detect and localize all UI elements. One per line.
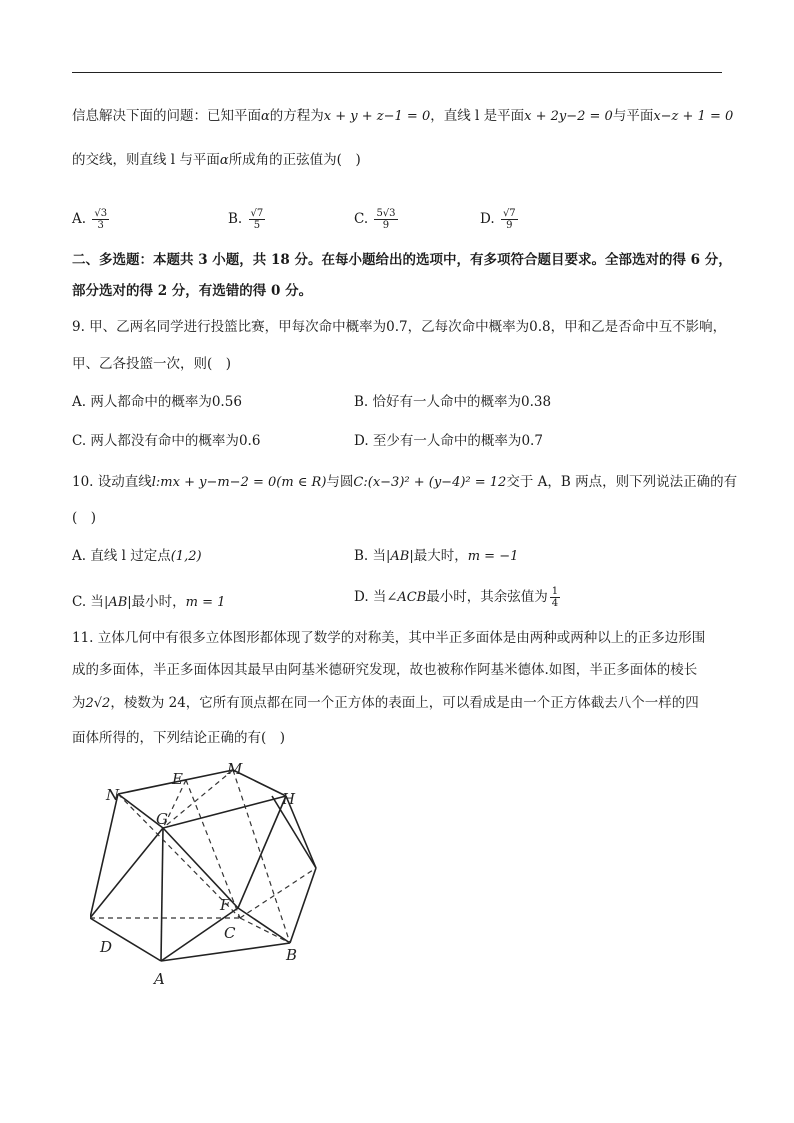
q8-text: 的方程为 <box>269 108 324 124</box>
q8-option-b <box>228 208 265 231</box>
plane2-equation: x + 2y−2 = 0 <box>524 109 613 124</box>
numerator: √7 <box>250 208 264 219</box>
label-E: E <box>172 770 183 788</box>
q8-option-d <box>480 208 518 231</box>
option-label: B. <box>228 211 243 227</box>
denominator: 9 <box>382 220 390 231</box>
prob-value: 0.8 <box>529 319 551 335</box>
q11-line-4: 面体所得的，下列结论正确的有( ) <box>72 730 286 746</box>
option-text: 最小时，其余弦值为 <box>426 589 548 605</box>
label-G: G <box>156 810 168 828</box>
circle-equation: C:(x−3)² + (y−4)² = 12 <box>353 475 507 490</box>
hidden-edge-C-B <box>240 918 290 943</box>
prob-value: 0.7 <box>386 319 408 335</box>
label-A: A <box>154 970 165 988</box>
q10-text: 与圆 <box>326 474 354 490</box>
option-value: 0.56 <box>211 394 242 410</box>
q11-line-2: 成的多面体，半正多面体因其最早由阿基米德研究发现，故也被称作阿基米德体.如图，半正多面体的棱长 <box>72 662 698 678</box>
header-rule <box>72 72 722 73</box>
q11-text: 为 <box>72 695 86 711</box>
q8-line-2 <box>72 150 361 171</box>
q8-text: 信息解决下面的问题：已知平面 <box>72 108 261 124</box>
option-text: B. 恰好有一人命中的概率为 <box>354 394 522 410</box>
denominator: 9 <box>506 220 513 231</box>
option-value: m = −1 <box>467 549 519 564</box>
q9-line-1 <box>72 317 726 337</box>
q8-text: 与平面 <box>612 108 654 124</box>
edge-R-B <box>290 868 316 943</box>
q8-option-a <box>72 208 109 231</box>
fraction <box>92 208 109 231</box>
denominator: 4 <box>551 598 559 609</box>
q10-line-1 <box>72 472 737 493</box>
ab-symbol: |AB| <box>103 595 132 610</box>
line-equation: l:mx + y−m−2 = 0(m ∈ R) <box>151 475 327 490</box>
q8-text: 的交线，则直线 l 与平面 <box>72 152 220 168</box>
option-value: 0.7 <box>521 433 543 449</box>
option-text: A. 直线 l 过定点 <box>72 548 171 564</box>
q11-text: ，棱数为 24，它所有顶点都在同一个正方体的表面上，可以看成是由一个正方体截去八个一样的四 <box>110 695 699 711</box>
hidden-edge-E-C <box>186 780 240 918</box>
label-B: B <box>286 946 298 964</box>
angle-symbol: ∠ACB <box>386 590 427 605</box>
label-D: D <box>100 938 113 956</box>
q10-option-d <box>354 586 560 609</box>
plane3-equation: x−z + 1 = 0 <box>653 109 734 124</box>
polyhedron-figure <box>90 758 330 993</box>
option-text: A. 两人都命中的概率为 <box>72 394 212 410</box>
q8-option-c <box>354 208 398 231</box>
q9-option-b <box>354 392 551 412</box>
q8-text: ，直线 l 是平面 <box>430 108 525 124</box>
q9-line-2: 甲、乙各投篮一次，则( ) <box>72 356 232 372</box>
option-label: C. <box>354 211 369 227</box>
q11-line-1: 11. 立体几何中有很多立体图形都体现了数学的对称美，其中半正多面体是由两种或两种以上的正多边形围 <box>72 630 706 646</box>
section2-header-line-1: 二、多选题：本题共 3 小题，共 18 分。在每小题给出的选项中，有多项符合题目要求。全部选对的得 6 分， <box>72 252 732 268</box>
numerator: 5√3 <box>376 208 396 219</box>
option-label: D. <box>480 211 495 227</box>
option-text: D. 当 <box>354 589 387 605</box>
q10-text: 交于 A，B 两点，则下列说法正确的有 <box>506 474 738 490</box>
q9-option-a <box>72 392 242 412</box>
numerator: √7 <box>502 208 516 219</box>
option-text: D. 至少有一人命中的概率为 <box>354 433 522 449</box>
q9-text: ，乙每次命中概率为 <box>407 319 530 335</box>
option-text: 最大时， <box>413 548 468 564</box>
option-value: (1,2) <box>170 549 202 564</box>
fraction <box>501 208 518 231</box>
edge-G-A <box>161 828 163 961</box>
label-C: C <box>224 924 236 942</box>
option-value: 0.6 <box>238 433 261 449</box>
edge-N-D <box>90 794 118 918</box>
alpha-symbol: α <box>261 109 270 124</box>
option-value: 0.38 <box>521 394 552 410</box>
section2-header-line-2: 部分选对的得 2 分，有选错的得 0 分。 <box>72 283 313 299</box>
q11-line-3 <box>72 693 699 714</box>
q10-option-a <box>72 546 202 567</box>
denominator: 3 <box>97 220 104 231</box>
edge-F-B <box>238 908 290 943</box>
numerator: 1 <box>551 586 559 597</box>
plane-equation: x + y + z−1 = 0 <box>323 109 431 124</box>
label-N: N <box>106 786 120 804</box>
fraction <box>249 208 266 231</box>
q9-text: 9. 甲、乙两名同学进行投篮比赛，甲每次命中概率为 <box>72 319 387 335</box>
q10-option-c <box>72 592 225 613</box>
option-value: m = 1 <box>185 595 226 610</box>
q10-text: 10. 设动直线 <box>72 474 152 490</box>
ab-symbol: |AB| <box>386 549 414 564</box>
numerator: √3 <box>94 208 108 219</box>
option-text: C. 两人都没有命中的概率为 <box>72 433 239 449</box>
q10-line-2: ( ) <box>72 510 97 526</box>
denominator: 5 <box>253 220 261 231</box>
q9-text: ，甲和乙是否命中互不影响， <box>550 319 727 335</box>
q10-option-b <box>354 546 518 567</box>
edge-A-B <box>161 943 290 961</box>
q8-text: 所成角的正弦值为( ) <box>228 152 361 168</box>
alpha-symbol: α <box>219 153 229 168</box>
fraction <box>374 208 397 231</box>
label-F: F <box>220 896 231 914</box>
q8-line-1 <box>72 106 733 127</box>
option-text: 最小时， <box>131 594 186 610</box>
option-text: B. 当 <box>354 548 387 564</box>
edge-H-F <box>238 796 286 908</box>
option-label: A. <box>72 211 87 227</box>
fraction <box>550 586 560 609</box>
q9-option-c <box>72 431 260 451</box>
q9-option-d <box>354 431 543 451</box>
label-H: H <box>282 790 296 808</box>
option-text: C. 当 <box>72 594 104 610</box>
label-M: M <box>227 760 243 778</box>
edge-length: 2√2 <box>85 696 111 711</box>
